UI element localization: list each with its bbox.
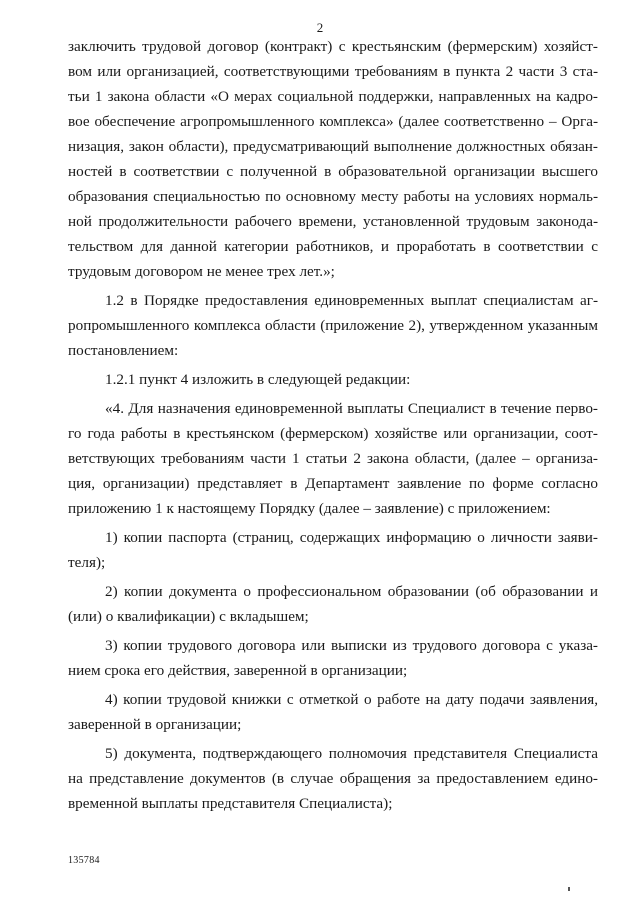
text-line: тельством для данной категории работников, и проработать в соответствии с xyxy=(68,238,598,255)
text-line: ция, организации) представляет в Департамент заявление по форме согласно xyxy=(68,475,598,492)
text-line: нием срока его действия, заверенной в организации; xyxy=(68,662,408,679)
text-line: постановлением: xyxy=(68,342,179,359)
text-line: образования специальностью по основному месту работы на условиях нормаль- xyxy=(68,188,598,205)
text-line: ностей в соответствии с полученной в образовательной организации высшего xyxy=(68,163,598,180)
text-line: 1) копии паспорта (страниц, содержащих информацию о личности заяви- xyxy=(105,529,598,546)
page-number: 2 xyxy=(316,20,324,35)
text-line: 4) копии трудовой книжки с отметкой о работе на дату подачи заявления, xyxy=(105,691,598,708)
text-line: заключить трудовой договор (контракт) с крестьянским (фермерским) хозяйст- xyxy=(68,38,598,55)
text-line: го года работы в крестьянском (фермерском) хозяйстве или организации, соот- xyxy=(68,425,598,442)
text-line: временной выплаты представителя Специалиста); xyxy=(68,795,393,812)
text-line: 1.2 в Порядке предоставления единовременных выплат специалистам аг- xyxy=(105,292,598,309)
text-line: 1.2.1 пункт 4 изложить в следующей редакции: xyxy=(105,371,411,388)
document-body xyxy=(68,34,598,816)
text-line: «4. Для назначения единовременной выплаты Специалист в течение перво- xyxy=(105,400,598,417)
text-line: тьи 1 закона области «О мерах социальной поддержки, направленных на кадро- xyxy=(68,88,598,105)
text-line: заверенной в организации; xyxy=(68,716,242,733)
text-line: (или) о квалификации) с вкладышем; xyxy=(68,608,309,625)
text-line: ной продолжительности рабочего времени, установленной трудовым законода- xyxy=(68,213,598,230)
text-line: вом или организацией, соответствующими требованиям в пункта 2 части 3 ста- xyxy=(68,63,598,80)
text-line: приложению 1 к настоящему Порядку (далее – заявление) с приложением: xyxy=(68,500,551,517)
text-line: теля); xyxy=(68,554,106,571)
text-line: трудовым договором не менее трех лет.»; xyxy=(68,263,335,280)
text-line: ветствующих требованиям части 1 статьи 2 закона области, (далее – организа- xyxy=(68,450,598,467)
text-line: низация, закон области), предусматривающий выполнение должностных обязан- xyxy=(68,138,598,155)
text-line: 2) копии документа о профессиональном образовании (об образовании и xyxy=(105,583,598,600)
text-line: 3) копии трудового договора или выписки из трудового договора с указа- xyxy=(105,637,598,654)
text-line: ропромышленного комплекса области (приложение 2), утвержденном указанным xyxy=(68,317,598,334)
scan-mark xyxy=(568,887,570,891)
document-code: 135784 xyxy=(68,855,100,866)
text-line: на представление документов (в случае обращения за предоставлением едино- xyxy=(68,770,598,787)
text-line: вое обеспечение агропромышленного комплекса» (далее соответственно – Орга- xyxy=(68,113,598,130)
text-line: 5) документа, подтверждающего полномочия представителя Специалиста xyxy=(105,745,598,762)
